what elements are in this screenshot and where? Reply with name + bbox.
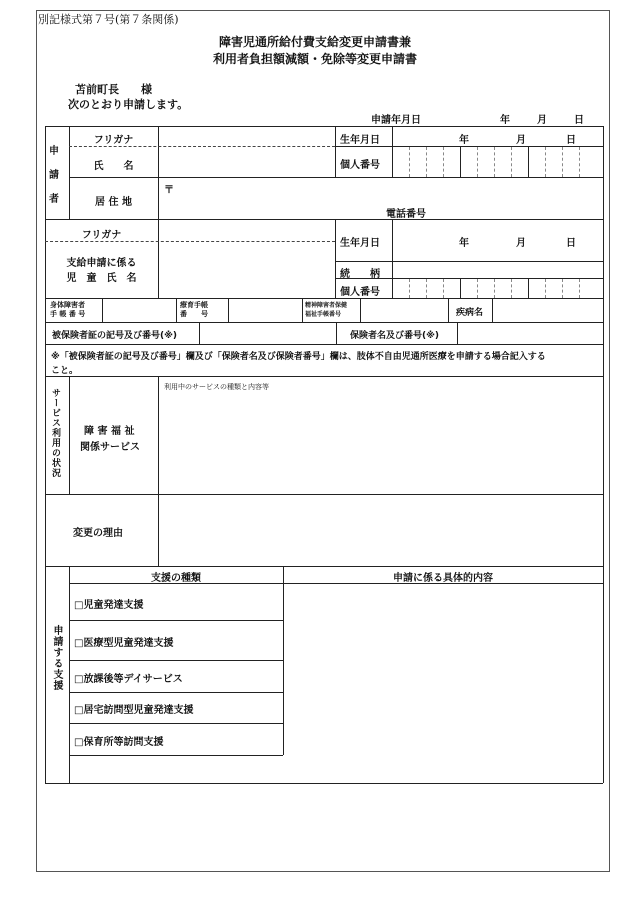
grid-line [45,494,603,495]
table-border-left [45,126,46,783]
grid-line [409,147,410,177]
app-date-year: 年 [500,115,510,126]
service-label-2: 関係サービス [80,442,140,453]
child-birth-year: 年 [459,238,469,249]
intro-text: 次のとおり申請します。 [68,98,189,111]
service-label-1: 障 害 福 祉 [84,426,135,437]
grid-line [69,692,283,693]
grid-line [45,322,603,323]
grid-line [45,344,603,345]
grid-line [460,147,461,177]
child-relation-label: 続 柄 [340,269,380,280]
change-reason-label: 変更の理由 [73,528,123,539]
grid-line [443,279,444,298]
grid-line [158,376,159,566]
grid-line [45,219,603,220]
physical-booklet-label-1: 身体障害者 [50,301,85,309]
applicant-side-1: 申 [49,146,59,157]
grid-line [494,147,495,177]
applicant-side-3: 者 [49,194,59,205]
support-option-nursery-visit-support[interactable]: □保育所等訪問支援 [74,737,164,748]
grid-line [511,279,512,298]
grid-line [69,376,70,494]
grid-line [69,755,283,756]
support-side-label: 申請する支援 [51,625,62,691]
grid-line [45,241,335,242]
grid-line [392,126,393,177]
child-mynumber-label: 個人番号 [340,287,380,298]
support-content-header: 申請に係る具体的内容 [393,573,493,584]
child-name-label-1: 支給申請に係る [66,258,137,269]
grid-line [448,298,449,322]
note-line-2: こと。 [51,366,79,376]
postal-mark: 〒 [164,185,174,196]
grid-line [579,279,580,298]
grid-line [492,298,493,322]
support-option-home-visit-development[interactable]: □居宅訪問型児童発達支援 [74,705,194,716]
rehab-booklet-label-1: 療育手帳 [180,301,208,309]
title-line-1: 障害児通所給付費支給変更申請書兼 [218,35,411,49]
disease-name-label: 疾病名 [456,308,484,318]
grid-line [176,298,177,322]
physical-booklet-label-2: 手 帳 番 号 [50,310,86,318]
table-border-right [603,126,604,783]
applicant-side-2: 請 [49,170,59,181]
grid-line [158,126,159,298]
grid-line [457,322,458,344]
grid-line [477,279,478,298]
phone-label: 電話番号 [386,209,426,220]
grid-line [335,126,336,177]
grid-line [562,279,563,298]
grid-line [45,566,603,567]
applicant-address-label: 居 住 地 [95,197,132,208]
grid-line [426,279,427,298]
grid-line [102,298,103,322]
grid-line [283,566,284,755]
grid-line [336,322,337,344]
applicant-birth-month: 月 [516,135,526,146]
app-date-day: 日 [574,115,584,126]
note-line-1: ※「被保険者証の記号及び番号」欄及び「保険者名及び保険者番号」欄は、肢体不自由児通所医療を申請する場合記入する [51,352,546,362]
grid-line [69,723,283,724]
grid-line [69,146,335,147]
grid-line [460,279,461,298]
grid-line [335,219,336,298]
applicant-birth-label: 生年月日 [340,135,380,146]
child-birth-day: 日 [566,238,576,249]
addressee: 苫前町長 様 [75,83,152,96]
applicant-furigana-label: フリガナ [93,135,134,146]
grid-line [199,322,200,344]
table-border-bottom [45,783,603,784]
grid-line [69,177,603,178]
grid-line [69,566,70,783]
support-option-child-development[interactable]: □児童発達支援 [74,600,144,611]
grid-line [69,660,283,661]
grid-line [579,147,580,177]
grid-line [409,279,410,298]
grid-line [426,147,427,177]
child-birth-month: 月 [516,238,526,249]
insured-number-label: 被保険者証の記号及び番号(※) [52,331,177,341]
grid-line [360,298,361,322]
grid-line [528,279,529,298]
grid-line [477,147,478,177]
service-side-label: サービス利用の状況 [50,388,60,478]
app-date-month: 月 [537,115,547,126]
grid-line [45,376,603,377]
grid-line [45,298,603,299]
child-furigana-label: フリガナ [81,230,122,241]
rehab-booklet-label-2: 番 号 [180,310,208,318]
grid-line [443,147,444,177]
mental-booklet-label-1: 精神障害者保健 [305,302,348,309]
grid-line [545,279,546,298]
child-name-label-2: 児 童 氏 名 [66,273,137,284]
grid-line [511,147,512,177]
applicant-birth-year: 年 [459,135,469,146]
grid-line [69,620,283,621]
grid-line [494,279,495,298]
mental-booklet-label-2: 福祉手帳番号 [305,311,342,318]
grid-line [545,147,546,177]
support-option-medical-child-development[interactable]: □医療型児童発達支援 [74,638,174,649]
title-line-2: 利用者負担額減額・免除等変更申請書 [212,52,417,66]
insurer-label: 保険者名及び番号(※) [350,331,439,341]
grid-line [335,261,603,262]
table-border-top [45,126,603,127]
grid-line [302,298,303,322]
service-caption: 利用中のサービスの種類と内容等 [164,383,269,391]
form-reference: 別記様式第７号(第７条関係) [38,13,179,26]
grid-line [228,298,229,322]
applicant-mynumber-label: 個人番号 [340,160,380,171]
support-type-header: 支援の種類 [151,573,201,584]
grid-line [528,147,529,177]
applicant-birth-day: 日 [566,135,576,146]
support-option-after-school-day-service[interactable]: □放課後等デイサービス [74,674,183,685]
grid-line [392,219,393,298]
applicant-name-label: 氏 名 [93,161,134,172]
grid-line [562,147,563,177]
child-birth-label: 生年月日 [340,238,380,249]
application-date-label: 申請年月日 [371,115,421,126]
